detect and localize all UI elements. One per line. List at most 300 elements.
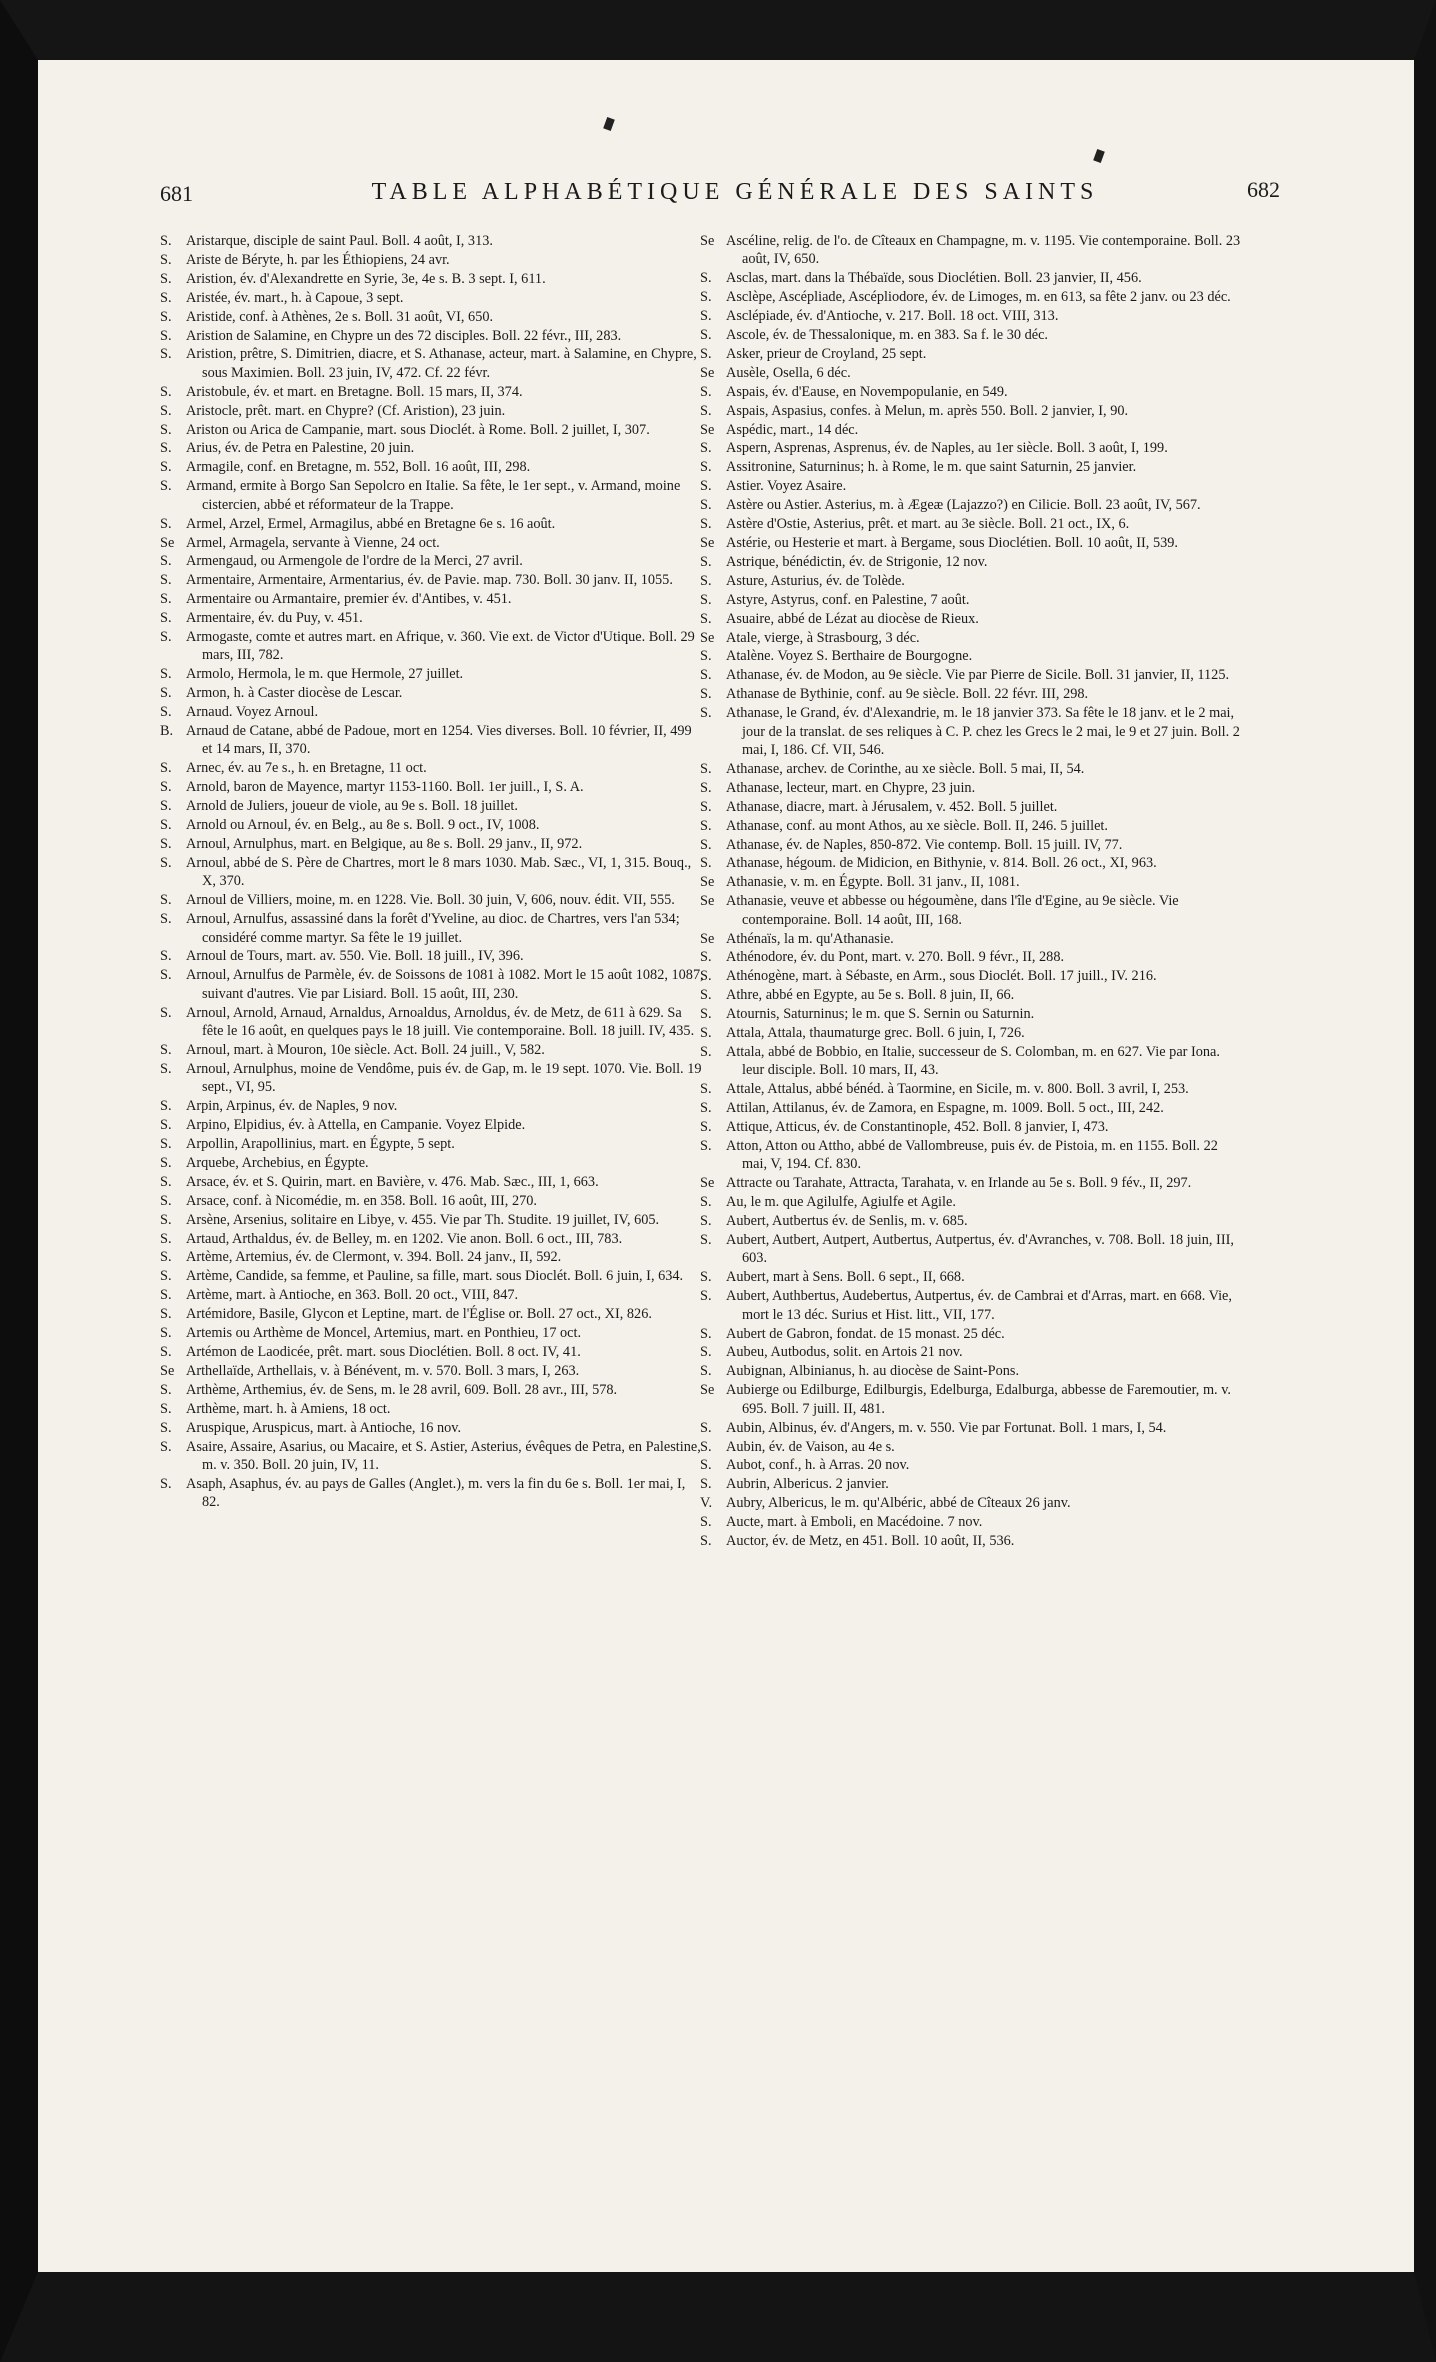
index-entry <box>700 515 1245 533</box>
index-entry <box>160 1286 705 1304</box>
index-entry <box>160 1041 705 1059</box>
index-entry <box>700 307 1245 325</box>
entry-text: Arnaud. Voyez Arnoul. <box>186 704 319 721</box>
entry-text: Arthème, Arthemius, év. de Sens, m. le 28 avril, 609. Boll. 28 avr., III, 578. <box>186 1381 618 1398</box>
entry-text: Aubin, Albinus, év. d'Angers, m. v. 550. Vie par Fortunat. Boll. 1 mars, I, 54. <box>726 1419 1167 1436</box>
scan-mark <box>1093 149 1105 163</box>
entry-prefix: V. <box>700 1495 713 1512</box>
entry-text: Astère d'Ostie, Asterius, prêt. et mart. au 3e siècle. Boll. 21 oct., IX, 6. <box>726 516 1130 533</box>
entry-prefix: S. <box>700 1514 712 1531</box>
entry-prefix: Se <box>700 1175 715 1192</box>
entry-prefix: S. <box>700 1119 712 1136</box>
index-entry <box>700 1456 1245 1474</box>
entry-prefix: S. <box>160 629 172 646</box>
entry-prefix: S. <box>160 1306 172 1323</box>
index-entry <box>700 477 1245 495</box>
entry-text: Atournis, Saturninus; le m. que S. Sernin ou Saturnin. <box>726 1006 1035 1023</box>
entry-prefix: S. <box>160 1343 172 1360</box>
index-entry <box>160 439 705 457</box>
entry-prefix: S. <box>160 760 172 777</box>
entry-prefix: S. <box>160 515 172 532</box>
index-entry <box>700 402 1245 420</box>
index-entry <box>700 760 1245 778</box>
entry-prefix: S. <box>700 1100 712 1117</box>
entry-prefix: Se <box>700 629 715 646</box>
entry-prefix: S. <box>160 610 172 627</box>
entry-prefix: Se <box>700 364 715 381</box>
entry-prefix: S. <box>160 459 172 476</box>
index-entry <box>700 572 1245 590</box>
entry-text: Aubrin, Albericus. 2 janvier. <box>726 1476 889 1493</box>
entry-text: Athanase, archev. de Corinthe, au xe siècle. Boll. 5 mai, II, 54. <box>726 760 1085 777</box>
entry-text: Aubert, Authbertus, Audebertus, Autpertus, év. de Cambrai et d'Arras, mart. en 668. Vie, mort le 13 déc. Surius et Hist. litt., VII, 177. <box>726 1288 1232 1323</box>
entry-prefix: S. <box>700 327 712 344</box>
entry-text: Arquebe, Archebius, en Égypte. <box>186 1154 369 1171</box>
entry-text: Arpollin, Arapollinius, mart. en Égypte, 5 sept. <box>186 1136 455 1152</box>
index-entry <box>700 534 1245 552</box>
entry-prefix: S. <box>700 591 712 608</box>
entry-text: Artémon de Laodicée, prêt. mart. sous Dioclétien. Boll. 8 oct. IV, 41. <box>186 1343 581 1360</box>
entry-prefix: S. <box>700 497 712 514</box>
index-entry <box>700 1024 1245 1042</box>
index-entry <box>160 1267 705 1285</box>
entry-prefix: S. <box>700 648 712 665</box>
entry-text: Athénaïs, la m. qu'Athanasie. <box>726 930 894 947</box>
entry-text: Aubert, mart à Sens. Boll. 6 sept., II, 668. <box>726 1269 965 1286</box>
index-entry <box>700 458 1245 476</box>
entry-prefix: S. <box>700 383 712 400</box>
index-entry <box>700 269 1245 287</box>
index-entry <box>700 1137 1245 1174</box>
index-entry <box>160 421 705 439</box>
entry-prefix: S. <box>160 1154 172 1171</box>
entry-text: Aristion, prêtre, S. Dimitrien, diacre, et S. Athanase, acteur, mart. à Salamine, en Chypre, sous Maximien. Boll. 23 juin, IV, 472. Cf. 22 févr. <box>186 346 697 381</box>
entry-prefix: S. <box>700 836 712 853</box>
index-entry <box>160 628 705 665</box>
index-entry <box>160 1419 705 1437</box>
entry-prefix: Se <box>700 421 715 438</box>
entry-text: Attale, Attalus, abbé bénéd. à Taormine, en Sicile, m. v. 800. Boll. 3 avril, I, 253. <box>726 1081 1189 1098</box>
entry-text: Asclépiade, év. d'Antioche, v. 217. Boll. 18 oct. VIII, 313. <box>726 308 1059 325</box>
entry-text: Armel, Arzel, Ermel, Armagilus, abbé en Bretagne 6e s. 16 août. <box>186 515 556 532</box>
index-entry <box>700 1193 1245 1211</box>
entry-text: Arthème, mart. h. à Amiens, 18 oct. <box>186 1400 391 1417</box>
entry-text: Arnoul, abbé de S. Père de Chartres, mort le 8 mars 1030. Mab. Sæc., VI, 1, 315. Bouq., X, 370. <box>186 854 692 890</box>
entry-text: Armolo, Hermola, le m. que Hermole, 27 juillet. <box>186 666 464 683</box>
entry-text: Arnoul, Arnulphus, moine de Vendôme, puis év. de Gap, m. le 19 sept. 1070. Vie. Boll. 19 sept., VI, 95. <box>186 1060 702 1096</box>
entry-prefix: S. <box>160 1475 172 1492</box>
index-entry <box>160 383 705 401</box>
entry-text: Arsène, Arsenius, solitaire en Libye, v. 455. Vie par Th. Studite. 19 juillet, IV, 605. <box>186 1211 660 1228</box>
entry-prefix: S. <box>160 346 172 363</box>
index-entry <box>700 1174 1245 1192</box>
index-entry <box>160 1438 705 1475</box>
entry-prefix: S. <box>700 572 712 589</box>
entry-text: Aubeu, Autbodus, solit. en Artois 21 nov. <box>726 1344 963 1361</box>
entry-text: Artemis ou Arthème de Moncel, Artemius, mart. en Ponthieu, 17 oct. <box>186 1325 582 1342</box>
index-entry <box>700 288 1245 306</box>
entry-text: Attilan, Attilanus, év. de Zamora, en Espagne, m. 1009. Boll. 5 oct., III, 242. <box>726 1100 1164 1117</box>
entry-text: Arnoul de Tours, mart. av. 550. Vie. Boll. 18 juill., IV, 396. <box>186 948 524 965</box>
entry-text: Astérie, ou Hesterie et mart. à Bergame, sous Dioclétien. Boll. 10 août, II, 539. <box>726 535 1178 551</box>
entry-text: Aubert de Gabron, fondat. de 15 monast. 25 déc. <box>726 1325 1005 1342</box>
entry-prefix: S. <box>160 1004 172 1021</box>
entry-text: Arnoul, Arnulphus, mart. en Belgique, au 8e s. Boll. 29 janv., II, 972. <box>186 836 583 852</box>
entry-prefix: S. <box>700 987 712 1004</box>
entry-prefix: S. <box>160 402 172 419</box>
entry-prefix: S. <box>700 705 712 722</box>
entry-prefix: S. <box>700 553 712 570</box>
entry-prefix: S. <box>160 1192 172 1209</box>
entry-prefix: S. <box>700 686 712 703</box>
entry-text: Aspédic, mart., 14 déc. <box>726 421 859 438</box>
index-entry <box>700 1268 1245 1286</box>
entry-text: Aruspique, Aruspicus, mart. à Antioche, 16 nov. <box>186 1419 462 1436</box>
entry-prefix: S. <box>700 1419 712 1436</box>
entry-text: Athanase, conf. au mont Athos, au xe siècle. Boll. II, 246. 5 juillet. <box>726 817 1108 834</box>
entry-text: Arthellaïde, Arthellais, v. à Bénévent, m. v. 570. Boll. 3 mars, I, 263. <box>186 1362 580 1379</box>
entry-text: Asclèpe, Ascépliade, Ascépliodore, év. de Limoges, m. en 613, sa fête 2 janv. ou 23 déc. <box>726 289 1231 306</box>
entry-text: Ascole, év. de Thessalonique, m. en 383. Sa f. le 30 déc. <box>726 327 1048 344</box>
index-entry <box>160 345 705 382</box>
page-number-right: 682 <box>1247 177 1280 202</box>
index-entry <box>160 1192 705 1210</box>
index-entry <box>160 1230 705 1248</box>
index-entry <box>700 553 1245 571</box>
index-entry <box>700 1494 1245 1512</box>
entry-prefix: S. <box>160 1041 172 1058</box>
entry-text: Armengaud, ou Armengole de l'ordre de la Merci, 27 avril. <box>186 553 523 570</box>
index-entry <box>700 836 1245 854</box>
index-entry <box>700 326 1245 344</box>
entry-prefix: S. <box>700 798 712 815</box>
index-entry <box>700 421 1245 439</box>
entry-prefix: S. <box>160 553 172 570</box>
entry-text: Athanase, le Grand, év. d'Alexandrie, m. le 18 janvier 373. Sa fête le 18 janv. et le 2 mai, jour de la translat. de ses reliques à C. P. chez les Grecs le 2 mai, le 9 et 27 juin. Boll. 2 mai, I, 186. Cf. VII, 546. <box>726 705 1240 758</box>
index-entry <box>160 1004 705 1041</box>
index-entry <box>160 515 705 533</box>
entry-prefix: S. <box>160 1325 172 1342</box>
entry-prefix: S. <box>160 1287 172 1304</box>
index-entry <box>700 666 1245 684</box>
entry-text: Aubignan, Albinianus, h. au diocèse de Saint-Pons. <box>726 1363 1020 1380</box>
entry-text: Attique, Atticus, év. de Constantinople, 452. Boll. 8 janvier, I, 473. <box>726 1119 1109 1136</box>
index-entry <box>700 817 1245 835</box>
entry-text: Attala, Attala, thaumaturge grec. Boll. 6 juin, I, 726. <box>726 1025 1025 1042</box>
entry-prefix: S. <box>700 478 712 495</box>
entry-prefix: S. <box>700 1138 712 1154</box>
index-entry <box>160 458 705 476</box>
entry-prefix: S. <box>700 1194 712 1211</box>
entry-prefix: S. <box>700 667 712 684</box>
entry-prefix: Se <box>700 535 715 551</box>
entry-prefix: S. <box>160 892 172 909</box>
entry-text: Ascéline, relig. de l'o. de Cîteaux en Champagne, m. v. 1195. Vie contemporaine. Boll. 23 août, IV, 650. <box>726 233 1241 268</box>
index-entry <box>700 1381 1245 1418</box>
index-entry <box>160 232 705 250</box>
entry-text: Arnoul, Arnold, Arnaud, Arnaldus, Arnoaldus, Arnoldus, év. de Metz, de 611 à 629. Sa fête le 16 août, en quelques pays le 18 juill. Vie contemporaine. Boll. 18 juill. IV, 435. <box>186 1004 695 1040</box>
entry-text: Arnoul, Arnulfus, assassiné dans la forêt d'Yveline, au dioc. de Chartres, vers l'an 534; considéré comme martyr. Sa fête le 19 juillet. <box>186 911 680 946</box>
entry-text: Aristion, év. d'Alexandrette en Syrie, 3e, 4e s. B. 3 sept. I, 611. <box>186 270 546 287</box>
index-entry <box>700 629 1245 647</box>
entry-prefix: S. <box>700 779 712 796</box>
entry-prefix: Se <box>700 233 715 249</box>
entry-prefix: S. <box>160 572 172 589</box>
entry-text: Aubin, év. de Vaison, au 4e s. <box>726 1438 895 1455</box>
index-entry <box>700 873 1245 891</box>
index-entry <box>700 1343 1245 1361</box>
entry-text: Athanase de Bythinie, conf. au 9e siècle. Boll. 22 févr. III, 298. <box>726 686 1089 703</box>
entry-text: Aristide, conf. à Athènes, 2e s. Boll. 31 août, VI, 650. <box>186 308 494 325</box>
entry-prefix: S. <box>160 233 172 249</box>
entry-text: Asaph, Asaphus, év. au pays de Galles (Anglet.), m. vers la fin du 6e s. Boll. 1er mai, I, 82. <box>186 1475 686 1511</box>
entry-prefix: S. <box>700 1081 712 1098</box>
entry-text: Armentaire, Armentaire, Armentarius, év. de Pavie. map. 730. Boll. 30 janv. II, 1055. <box>186 572 673 589</box>
entry-text: Arnaud de Catane, abbé de Padoue, mort en 1254. Vies diverses. Boll. 10 février, II, 499 et 14 mars, II, 370. <box>186 723 692 758</box>
entry-text: Arnold ou Arnoul, év. en Belg., au 8e s. Boll. 9 oct., IV, 1008. <box>186 817 540 834</box>
index-entry <box>700 798 1245 816</box>
entry-text: Athanasie, veuve et abbesse ou hégoumène, dans l'île d'Egine, au 9e siècle. Vie contemporaine. Boll. 14 août, III, 168. <box>726 893 1179 928</box>
entry-prefix: S. <box>700 440 712 457</box>
entry-text: Auctor, év. de Metz, en 451. Boll. 10 août, II, 536. <box>726 1533 1015 1550</box>
index-entry <box>160 1248 705 1266</box>
entry-prefix: S. <box>700 1006 712 1023</box>
entry-text: Arnoul de Villiers, moine, m. en 1228. Vie. Boll. 30 juin, V, 606, nouv. édit. VII, 555. <box>186 892 675 909</box>
index-entry <box>160 1173 705 1191</box>
entry-prefix: S. <box>160 1136 172 1152</box>
page-header <box>160 175 1280 215</box>
entry-prefix: S. <box>160 798 172 815</box>
index-entry <box>700 1475 1245 1493</box>
entry-text: Aucte, mart. à Emboli, en Macédoine. 7 nov. <box>726 1514 983 1531</box>
entry-prefix: S. <box>160 289 172 306</box>
entry-prefix: S. <box>700 345 712 362</box>
index-entry <box>700 1532 1245 1550</box>
index-entry <box>700 704 1245 759</box>
entry-text: Arnold de Juliers, joueur de viole, au 9e s. Boll. 18 juillet. <box>186 798 518 815</box>
index-entry <box>700 345 1245 363</box>
entry-text: Astyre, Astyrus, conf. en Palestine, 7 août. <box>726 591 970 608</box>
entry-prefix: S. <box>160 270 172 287</box>
index-entry <box>160 308 705 326</box>
index-entry <box>160 1135 705 1153</box>
entry-text: Aristarque, disciple de saint Paul. Boll. 4 août, I, 313. <box>186 233 493 249</box>
index-entry <box>700 930 1245 948</box>
entry-text: Asture, Asturius, év. de Tolède. <box>726 572 905 589</box>
index-entry <box>700 1325 1245 1343</box>
index-entry <box>160 289 705 307</box>
entry-text: Arsace, conf. à Nicomédie, m. en 358. Boll. 16 août, III, 270. <box>186 1192 537 1209</box>
entry-prefix: S. <box>160 1098 172 1115</box>
entry-prefix: S. <box>160 1117 172 1134</box>
entry-prefix: S. <box>700 459 712 476</box>
entry-prefix: S. <box>700 308 712 325</box>
entry-prefix: S. <box>160 1230 172 1247</box>
index-entry <box>700 1438 1245 1456</box>
entry-prefix: S. <box>700 1213 712 1230</box>
entry-prefix: S. <box>160 779 172 796</box>
index-entry <box>700 1362 1245 1380</box>
entry-prefix: S. <box>700 968 712 985</box>
entry-text: Armagile, conf. en Bretagne, m. 552, Boll. 16 août, III, 298. <box>186 459 531 476</box>
entry-prefix: S. <box>160 911 172 928</box>
entry-prefix: S. <box>700 855 712 872</box>
entry-prefix: S. <box>700 1457 712 1474</box>
entry-text: Ariste de Béryte, h. par les Éthiopiens, 24 avr. <box>186 251 450 268</box>
entry-text: Aubot, conf., h. à Arras. 20 nov. <box>726 1457 910 1474</box>
index-entry <box>700 1005 1245 1023</box>
entry-prefix: S. <box>160 1249 172 1266</box>
entry-text: Aubert, Autbert, Autpert, Autbertus, Autpertus, év. d'Avranches, v. 708. Boll. 18 juin, III, 603. <box>726 1232 1234 1267</box>
index-entry <box>160 797 705 815</box>
entry-text: Aristée, év. mart., h. à Capoue, 3 sept. <box>186 289 404 306</box>
entry-prefix: S. <box>160 421 172 438</box>
entry-prefix: Se <box>700 930 715 947</box>
index-entry <box>160 665 705 683</box>
entry-text: Aristobule, év. et mart. en Bretagne. Boll. 15 mars, II, 374. <box>186 383 523 400</box>
entry-text: Arius, év. de Petra en Palestine, 20 juin. <box>186 440 415 457</box>
entry-prefix: S. <box>700 1533 712 1550</box>
entry-text: Arnold, baron de Mayence, martyr 1153-1160. Boll. 1er juill., I, S. A. <box>186 779 584 796</box>
index-entry <box>700 779 1245 797</box>
entry-text: Armand, ermite à Borgo San Sepolcro en Italie. Sa fête, le 1er sept., v. Armand, moine cistercien, abbé et réformateur de la Trappe. <box>186 478 681 513</box>
entry-text: Athanasie, v. m. en Égypte. Boll. 31 janv., II, 1081. <box>726 874 1020 891</box>
entry-prefix: Se <box>700 1382 715 1399</box>
entry-text: Arsace, év. et S. Quirin, mart. en Bavière, v. 476. Mab. Sæc., III, 1, 663. <box>186 1173 599 1190</box>
entry-prefix: S. <box>160 1173 172 1190</box>
entry-text: Aubry, Albericus, le m. qu'Albéric, abbé de Cîteaux 26 janv. <box>726 1495 1071 1512</box>
entry-prefix: Se <box>700 893 715 910</box>
index-entry <box>700 948 1245 966</box>
entry-text: Asaire, Assaire, Asarius, ou Macaire, et S. Astier, Asterius, évêques de Petra, en Palestine, m. v. 350. Boll. 20 juin, IV, 11. <box>186 1438 701 1473</box>
index-entry <box>160 1116 705 1134</box>
index-entry <box>160 251 705 269</box>
entry-text: Aspern, Asprenas, Asprenus, év. de Naples, au 1er siècle. Boll. 3 août, I, 199. <box>726 440 1168 457</box>
entry-prefix: S. <box>700 1043 712 1060</box>
entry-prefix: S. <box>160 1211 172 1228</box>
entry-text: Athanase, lecteur, mart. en Chypre, 23 juin. <box>726 779 976 796</box>
index-entry <box>160 835 705 853</box>
entry-text: Athanase, év. de Modon, au 9e siècle. Vie par Pierre de Sicile. Boll. 31 janvier, II, 1125. <box>726 667 1230 684</box>
index-entry <box>160 1343 705 1361</box>
entry-text: Au, le m. que Agilulfe, Agiulfe et Agile. <box>726 1194 956 1211</box>
entry-prefix: S. <box>160 948 172 965</box>
index-entry <box>700 439 1245 457</box>
entry-text: Athre, abbé en Egypte, au 5e s. Boll. 8 juin, II, 66. <box>726 987 1015 1004</box>
entry-prefix: S. <box>160 685 172 702</box>
entry-text: Attala, abbé de Bobbio, en Italie, successeur de S. Colomban, m. en 627. Vie par Iona. leur disciple. Boll. 10 mars, II, 43. <box>726 1043 1220 1079</box>
entry-text: Arnec, év. au 7e s., h. en Bretagne, 11 oct. <box>186 760 427 777</box>
entry-prefix: S. <box>160 836 172 852</box>
index-entry <box>700 591 1245 609</box>
index-entry <box>160 1381 705 1399</box>
entry-text: Armon, h. à Caster diocèse de Lescar. <box>186 685 403 702</box>
index-entry <box>160 1305 705 1323</box>
index-entry <box>160 402 705 420</box>
entry-prefix: S. <box>700 760 712 777</box>
index-entry <box>160 270 705 288</box>
entry-prefix: S. <box>160 440 172 457</box>
entry-text: Artème, Candide, sa femme, et Pauline, sa fille, mart. sous Dioclét. Boll. 6 juin, I, 634. <box>186 1268 684 1285</box>
entry-text: Atalène. Voyez S. Berthaire de Bourgogne. <box>726 648 973 665</box>
index-entry <box>160 891 705 909</box>
entry-prefix: S. <box>160 327 172 344</box>
entry-text: Athanase, év. de Naples, 850-872. Vie contemp. Boll. 15 juill. IV, 77. <box>726 836 1123 853</box>
index-entry <box>700 1080 1245 1098</box>
entry-prefix: S. <box>700 610 712 627</box>
index-entry <box>160 722 705 759</box>
index-entry <box>160 854 705 891</box>
entry-prefix: S. <box>160 854 172 871</box>
index-entry <box>160 1400 705 1418</box>
index-entry <box>160 816 705 834</box>
index-entry <box>160 552 705 570</box>
entry-prefix: S. <box>160 1419 172 1436</box>
entry-prefix: S. <box>160 1268 172 1285</box>
index-entry <box>700 364 1245 382</box>
entry-text: Arpino, Elpidius, év. à Attella, en Campanie. Voyez Elpide. <box>186 1117 526 1134</box>
index-entry <box>160 1324 705 1342</box>
scan-mark <box>603 117 615 131</box>
entry-prefix: S. <box>700 1325 712 1342</box>
entry-prefix: Se <box>160 1362 175 1379</box>
right-column <box>700 232 1245 1551</box>
entry-text: Arpin, Arpinus, év. de Naples, 9 nov. <box>186 1098 398 1115</box>
index-entry <box>160 1060 705 1097</box>
index-entry <box>160 1097 705 1115</box>
entry-text: Aspais, Aspasius, confes. à Melun, m. après 550. Boll. 2 janvier, I, 90. <box>726 402 1129 419</box>
index-entry <box>700 647 1245 665</box>
index-entry <box>700 967 1245 985</box>
index-entry <box>160 327 705 345</box>
entry-text: Astrique, bénédictin, év. de Strigonie, 12 nov. <box>726 553 988 570</box>
entry-text: Aubert, Autbertus év. de Senlis, m. v. 685. <box>726 1213 968 1230</box>
entry-text: Atton, Atton ou Attho, abbé de Vallombreuse, puis év. de Pistoia, m. en 1155. Boll. 22 mai, V, 194. Cf. 830. <box>726 1138 1218 1173</box>
index-entry <box>160 1154 705 1172</box>
index-entry <box>700 610 1245 628</box>
index-entry <box>700 1212 1245 1230</box>
entry-text: Atale, vierge, à Strasbourg, 3 déc. <box>726 629 920 646</box>
entry-prefix: S. <box>700 1438 712 1455</box>
index-entry <box>700 892 1245 929</box>
entry-text: Asuaire, abbé de Lézat au diocèse de Rieux. <box>726 610 979 627</box>
entry-text: Aristion de Salamine, en Chypre un des 72 disciples. Boll. 22 févr., III, 283. <box>186 327 622 344</box>
entry-prefix: S. <box>700 1476 712 1493</box>
entry-text: Athanase, diacre, mart. à Jérusalem, v. 452. Boll. 5 juillet. <box>726 798 1058 815</box>
entry-prefix: S. <box>700 1363 712 1380</box>
entry-prefix: Se <box>160 534 175 551</box>
index-entry <box>700 1287 1245 1324</box>
entry-text: Artémidore, Basile, Glycon et Leptine, mart. de l'Église or. Boll. 27 oct., XI, 826. <box>186 1306 652 1323</box>
entry-prefix: S. <box>160 478 172 495</box>
index-entry <box>700 986 1245 1004</box>
entry-prefix: S. <box>160 1400 172 1417</box>
index-entry <box>700 232 1245 269</box>
entry-text: Asclas, mart. dans la Thébaïde, sous Dioclétien. Boll. 23 janvier, II, 456. <box>726 270 1142 287</box>
entry-text: Artème, Artemius, év. de Clermont, v. 394. Boll. 24 janv., II, 592. <box>186 1249 562 1266</box>
entry-prefix: S. <box>700 516 712 533</box>
index-entry <box>160 910 705 947</box>
entry-text: Armentaire ou Armantaire, premier év. d'Antibes, v. 451. <box>186 591 512 608</box>
page-number-left: 681 <box>160 181 193 206</box>
entry-text: Artème, mart. à Antioche, en 363. Boll. 20 oct., VIII, 847. <box>186 1287 519 1304</box>
running-title: TABLE ALPHABÉTIQUE GÉNÉRALE DES SAINTS <box>371 179 1099 205</box>
entry-prefix: S. <box>700 289 712 306</box>
index-entry <box>160 947 705 965</box>
entry-text: Arnoul, mart. à Mouron, 10e siècle. Act. Boll. 24 juill., V, 582. <box>186 1041 545 1058</box>
entry-prefix: S. <box>160 383 172 400</box>
entry-prefix: Se <box>700 874 715 891</box>
